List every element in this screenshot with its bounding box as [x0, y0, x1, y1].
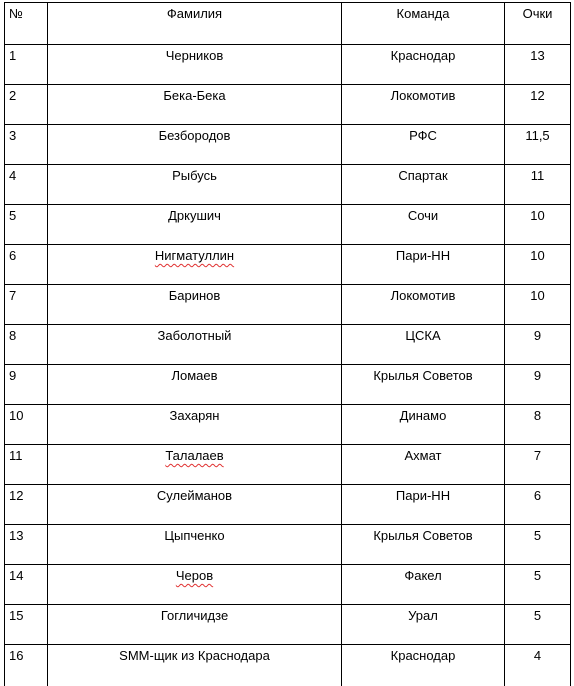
surname-text: Сулейманов — [156, 488, 233, 503]
cell-team: Спартак — [342, 165, 505, 205]
cell-num: 1 — [5, 45, 48, 85]
cell-team: Сочи — [342, 205, 505, 245]
surname-text: Бека-Бека — [163, 88, 226, 103]
surname-text: Черников — [165, 48, 224, 63]
table-row — [5, 365, 571, 405]
header-num: № — [5, 3, 48, 45]
surname-text: Рыбусь — [172, 168, 217, 183]
cell-team: РФС — [342, 125, 505, 165]
cell-num: 13 — [5, 525, 48, 565]
cell-points: 13 — [505, 45, 571, 85]
cell-surname — [48, 445, 342, 485]
cell-surname — [48, 405, 342, 445]
cell-surname — [48, 525, 342, 565]
cell-points: 9 — [505, 365, 571, 405]
cell-points: 10 — [505, 285, 571, 325]
cell-surname — [48, 325, 342, 365]
cell-num: 14 — [5, 565, 48, 605]
header-surname: Фамилия — [48, 3, 342, 45]
table-row — [5, 245, 571, 285]
surname-text: Захарян — [169, 408, 220, 423]
cell-points: 6 — [505, 485, 571, 525]
table-header-row — [5, 3, 571, 45]
table-row — [5, 405, 571, 445]
cell-num: 15 — [5, 605, 48, 645]
cell-team: Пари-НН — [342, 485, 505, 525]
surname-text: SMM-щик из Краснодара — [119, 648, 270, 663]
table-row — [5, 165, 571, 205]
cell-surname — [48, 365, 342, 405]
cell-num: 16 — [5, 645, 48, 686]
cell-team: Локомотив — [342, 285, 505, 325]
surname-text: Безбородов — [158, 128, 231, 143]
surname-text: Заболотный — [157, 328, 232, 343]
cell-points: 4 — [505, 645, 571, 686]
cell-points: 12 — [505, 85, 571, 125]
cell-points: 5 — [505, 605, 571, 645]
cell-surname — [48, 605, 342, 645]
cell-surname — [48, 245, 342, 285]
table-row — [5, 85, 571, 125]
table-row — [5, 125, 571, 165]
cell-surname — [48, 565, 342, 605]
cell-team: Крылья Советов — [342, 365, 505, 405]
cell-surname — [48, 205, 342, 245]
table-row — [5, 445, 571, 485]
surname-text: Цыпченко — [164, 528, 225, 543]
surname-text: Талалаев — [165, 448, 224, 463]
cell-surname — [48, 85, 342, 125]
cell-points: 7 — [505, 445, 571, 485]
cell-team: Краснодар — [342, 45, 505, 85]
cell-num: 5 — [5, 205, 48, 245]
cell-num: 9 — [5, 365, 48, 405]
cell-num: 2 — [5, 85, 48, 125]
cell-points: 11 — [505, 165, 571, 205]
cell-surname — [48, 125, 342, 165]
cell-points: 10 — [505, 245, 571, 285]
header-team: Команда — [342, 3, 505, 45]
surname-text: Гогличидзе — [160, 608, 229, 623]
cell-points: 10 — [505, 205, 571, 245]
cell-surname — [48, 45, 342, 85]
surname-text: Ломаев — [171, 368, 218, 383]
cell-team: Крылья Советов — [342, 525, 505, 565]
table-row — [5, 45, 571, 85]
surname-text: Баринов — [168, 288, 221, 303]
cell-num: 3 — [5, 125, 48, 165]
surname-text: Нигматуллин — [154, 248, 235, 263]
cell-team: Краснодар — [342, 645, 505, 686]
table-row — [5, 325, 571, 365]
cell-surname — [48, 165, 342, 205]
cell-points: 11,5 — [505, 125, 571, 165]
cell-num: 8 — [5, 325, 48, 365]
cell-num: 12 — [5, 485, 48, 525]
table-row — [5, 205, 571, 245]
surname-text: Черов — [175, 568, 214, 583]
table-row — [5, 285, 571, 325]
cell-surname — [48, 485, 342, 525]
cell-team: Ахмат — [342, 445, 505, 485]
cell-team: Пари-НН — [342, 245, 505, 285]
cell-num: 6 — [5, 245, 48, 285]
cell-num: 11 — [5, 445, 48, 485]
cell-team: Урал — [342, 605, 505, 645]
cell-points: 9 — [505, 325, 571, 365]
cell-num: 4 — [5, 165, 48, 205]
cell-surname — [48, 645, 342, 686]
table-row — [5, 565, 571, 605]
table-row — [5, 485, 571, 525]
cell-num: 10 — [5, 405, 48, 445]
cell-team: Динамо — [342, 405, 505, 445]
cell-team: ЦСКА — [342, 325, 505, 365]
cell-surname — [48, 285, 342, 325]
table-row — [5, 605, 571, 645]
ranking-table — [4, 2, 571, 686]
table-row — [5, 645, 571, 686]
cell-points: 5 — [505, 525, 571, 565]
surname-text: Дркушич — [168, 208, 221, 223]
header-points: Очки — [505, 3, 571, 45]
cell-team: Локомотив — [342, 85, 505, 125]
cell-points: 8 — [505, 405, 571, 445]
cell-points: 5 — [505, 565, 571, 605]
cell-num: 7 — [5, 285, 48, 325]
cell-team: Факел — [342, 565, 505, 605]
table-row — [5, 525, 571, 565]
